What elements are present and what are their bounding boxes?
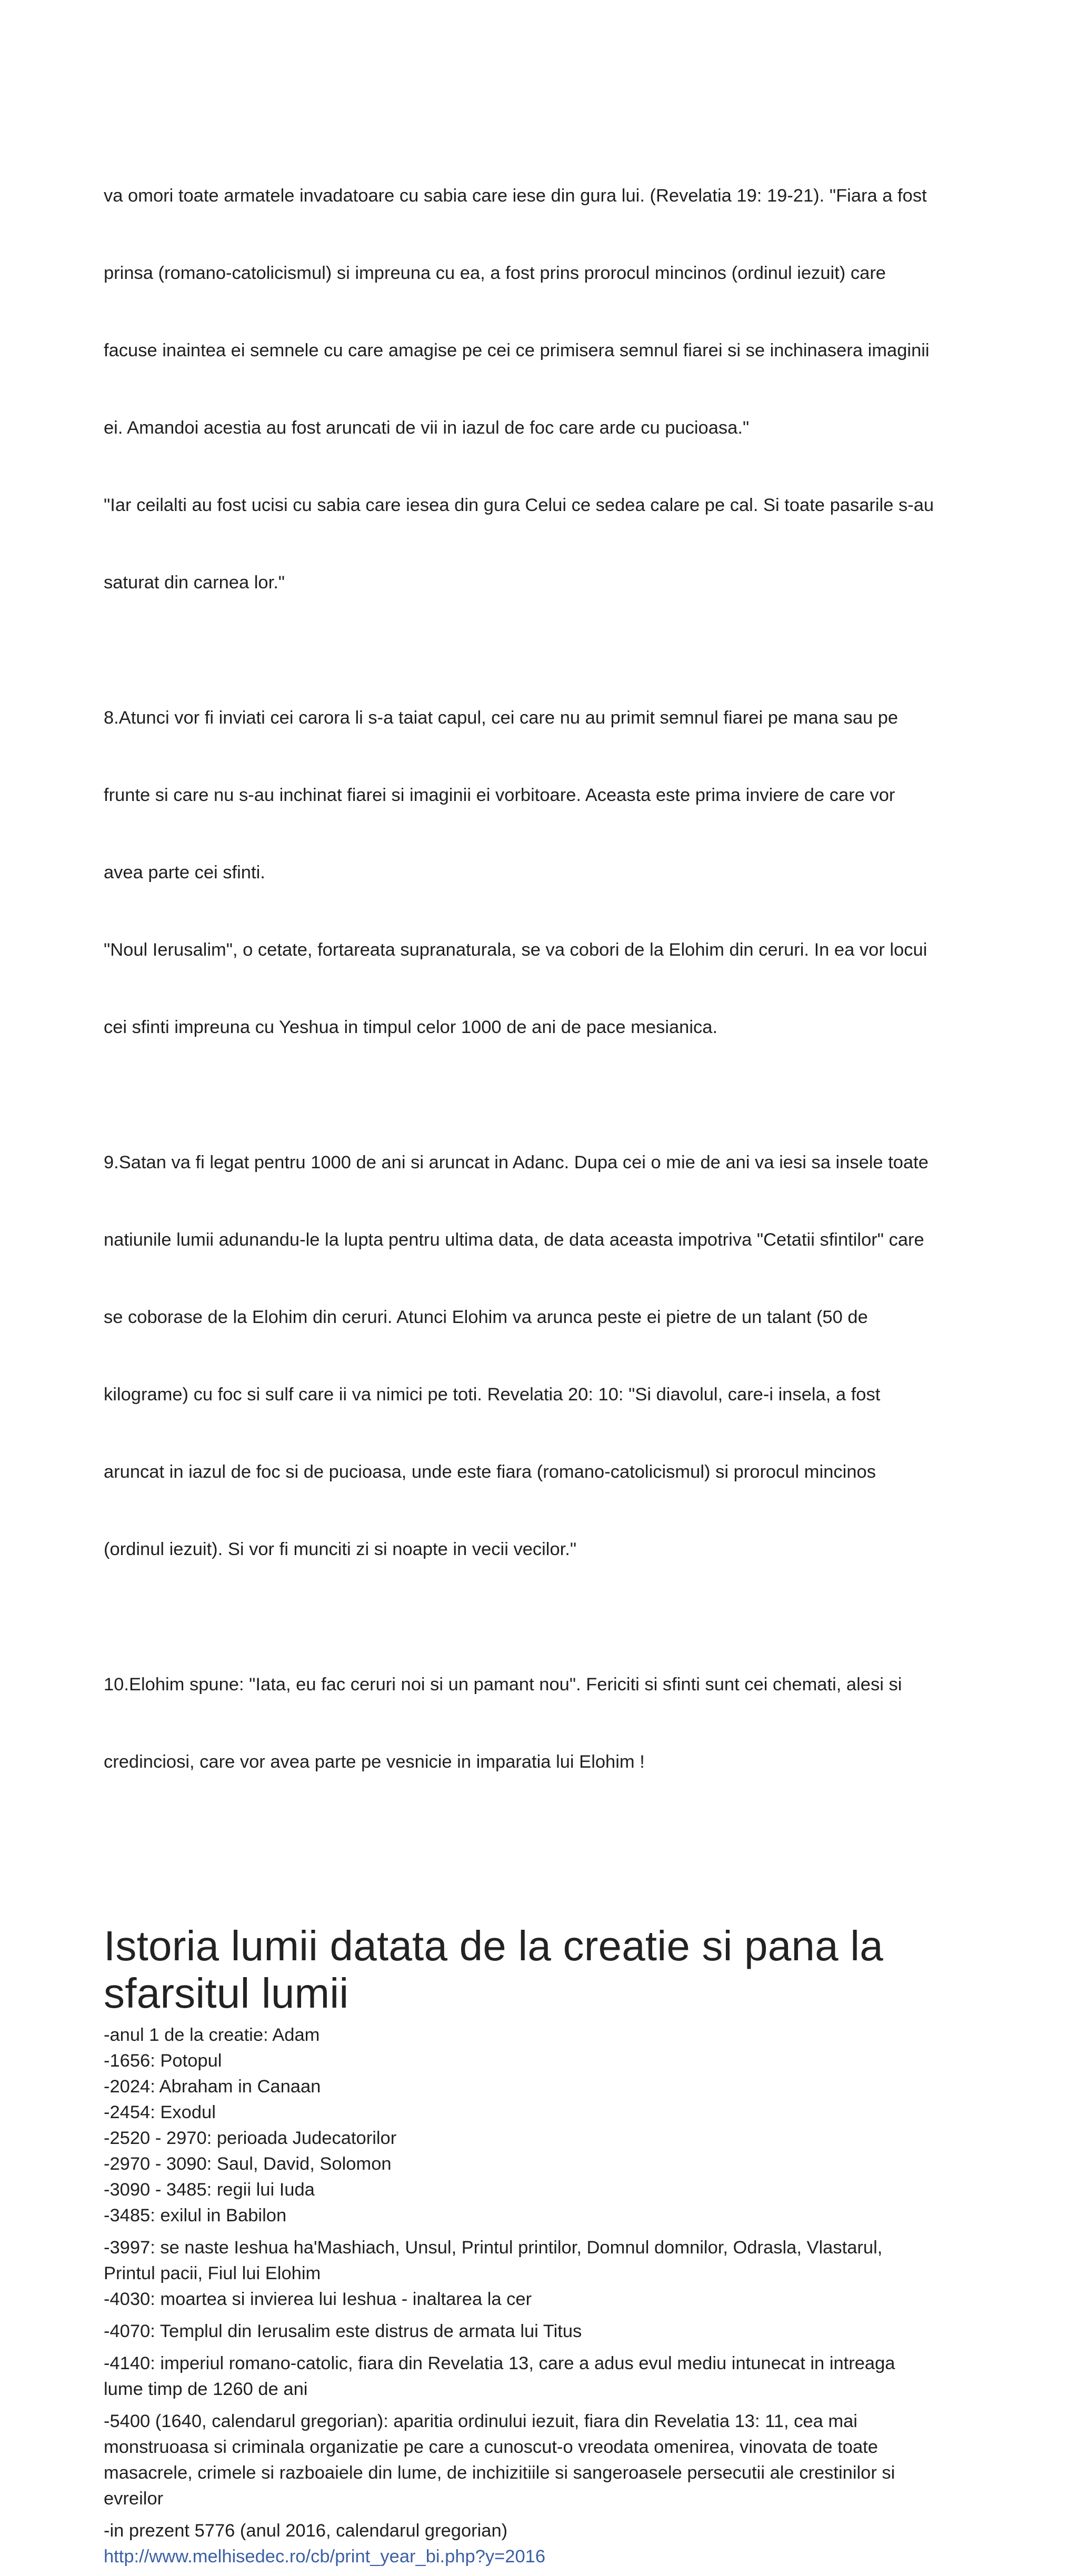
paragraph-line: 8.Atunci vor fi inviati cei carora li s-a taiat capul, cei care nu au primit semnul fiarei pe mana sau pe bbox=[104, 708, 899, 728]
point-9-paragraph bbox=[104, 1098, 977, 1614]
timeline-entry: -2520 - 2970: perioada Judecatorilor bbox=[104, 2128, 397, 2148]
timeline-group bbox=[104, 2518, 977, 2570]
intro-paragraph bbox=[104, 132, 977, 647]
point-8-paragraph bbox=[104, 654, 977, 1092]
paragraph-line: avea parte cei sfinti. bbox=[104, 863, 265, 883]
section-title bbox=[104, 1922, 977, 2017]
paragraph-line: cei sfinti impreuna cu Yeshua in timpul celor 1000 de ani de pace mesianica. bbox=[104, 1017, 718, 1037]
section-spacer bbox=[104, 1833, 977, 1922]
title-line: Istoria lumii datata de la creatie si pana la bbox=[104, 1922, 883, 1969]
paragraph-line: frunte si care nu s-au inchinat fiarei si imaginii ei vorbitoare. Aceasta este prima inviere de care vor bbox=[104, 785, 895, 805]
paragraph-line: "Noul Ierusalim", o cetate, fortareata supranaturala, se va cobori de la Elohim din ceruri. In ea vor locui bbox=[104, 940, 927, 960]
source-link[interactable]: http://www.melhisedec.ro/cb/print_year_bi.php?y=2016 bbox=[104, 2547, 546, 2567]
timeline-entry: -2024: Abraham in Canaan bbox=[104, 2077, 321, 2097]
paragraph-line: 10.Elohim spune: "Iata, eu fac ceruri noi si un pamant nou". Fericiti si sfinti sunt cei chemati, alesi si bbox=[104, 1675, 902, 1695]
timeline-entry: -1656: Potopul bbox=[104, 2051, 222, 2071]
timeline-entry: masacrele, crimele si razboaiele din lume, de inchizitiile si sangeroasele persecutii ale crestinilor si bbox=[104, 2463, 895, 2483]
title-line: sfarsitul lumii bbox=[104, 1970, 349, 2017]
paragraph-line: facuse inaintea ei semnele cu care amagise pe cei ce primisera semnul fiarei si se inchinasera imaginii bbox=[104, 340, 930, 360]
paragraph-line: natiunile lumii adunandu-le la lupta pentru ultima data, de data aceasta impotriva "Cetatii sfintilor" care bbox=[104, 1230, 924, 1250]
paragraph-line: credinciosi, care vor avea parte pe vesnicie in imparatia lui Elohim ! bbox=[104, 1752, 645, 1772]
paragraph-line: saturat din carnea lor." bbox=[104, 573, 285, 593]
paragraph-line: "Iar ceilalti au fost ucisi cu sabia care iesea din gura Celui ce sedea calare pe cal. Si toate pasarile s-au bbox=[104, 495, 934, 515]
timeline-group bbox=[104, 2319, 977, 2344]
timeline-entry: lume timp de 1260 de ani bbox=[104, 2379, 308, 2399]
timeline-group bbox=[104, 2022, 977, 2229]
point-10-paragraph bbox=[104, 1620, 977, 1827]
paragraph-line: (ordinul iezuit). Si vor fi munciti zi si noapte in vecii vecilor." bbox=[104, 1539, 577, 1559]
timeline-entry: -4070: Templul din Ierusalim este distrus de armata lui Titus bbox=[104, 2321, 582, 2341]
document-page bbox=[104, 132, 977, 2576]
timeline-entry: -2454: Exodul bbox=[104, 2102, 216, 2122]
timeline-group bbox=[104, 2351, 977, 2402]
timeline-entry: -3090 - 3485: regii lui Iuda bbox=[104, 2180, 315, 2200]
timeline-group bbox=[104, 2409, 977, 2512]
timeline-entry: -4140: imperiul romano-catolic, fiara din Revelatia 13, care a adus evul mediu intunecat in intreaga bbox=[104, 2353, 895, 2373]
paragraph-line: se coborase de la Elohim din ceruri. Atunci Elohim va arunca peste ei pietre de un talant (50 de bbox=[104, 1307, 868, 1327]
timeline-entry: Printul pacii, Fiul lui Elohim bbox=[104, 2263, 321, 2283]
timeline-entry: -3485: exilul in Babilon bbox=[104, 2206, 287, 2226]
timeline-entry: -in prezent 5776 (anul 2016, calendarul gregorian) bbox=[104, 2521, 508, 2541]
timeline-entry: -anul 1 de la creatie: Adam bbox=[104, 2025, 320, 2045]
paragraph-line: ei. Amandoi acestia au fost aruncati de vii in iazul de foc care arde cu pucioasa." bbox=[104, 418, 750, 438]
timeline-entry: -4030: moartea si invierea lui Ieshua - inaltarea la cer bbox=[104, 2289, 532, 2309]
paragraph-line: va omori toate armatele invadatoare cu sabia care iese din gura lui. (Revelatia 19: 19-21). "Fiara a fost bbox=[104, 186, 927, 206]
timeline-group bbox=[104, 2235, 977, 2312]
paragraph-line: aruncat in iazul de foc si de pucioasa, unde este fiara (romano-catolicismul) si prorocul mincinos bbox=[104, 1462, 876, 1482]
timeline-entry: -5400 (1640, calendarul gregorian): aparitia ordinului iezuit, fiara din Revelatia 13: 11, cea mai bbox=[104, 2411, 857, 2431]
paragraph-line: 9.Satan va fi legat pentru 1000 de ani si aruncat in Adanc. Dupa cei o mie de ani va iesi sa insele toate bbox=[104, 1152, 929, 1172]
paragraph-line: kilograme) cu foc si sulf care ii va nimici pe toti. Revelatia 20: 10: "Si diavolul, care-i insela, a fost bbox=[104, 1385, 881, 1405]
timeline-entry: -3997: se naste Ieshua ha'Mashiach, Unsul, Printul printilor, Domnul domnilor, Odrasla, Vlastarul, bbox=[104, 2238, 883, 2258]
paragraph-line: prinsa (romano-catolicismul) si impreuna cu ea, a fost prins prorocul mincinos (ordinul iezuit) care bbox=[104, 263, 886, 283]
timeline-entry: evreilor bbox=[104, 2489, 164, 2509]
timeline-entry: monstruoasa si criminala organizatie pe care a cunoscut-o vreodata omenirea, vinovata de toate bbox=[104, 2437, 878, 2457]
timeline-entry: -2970 - 3090: Saul, David, Solomon bbox=[104, 2154, 392, 2174]
